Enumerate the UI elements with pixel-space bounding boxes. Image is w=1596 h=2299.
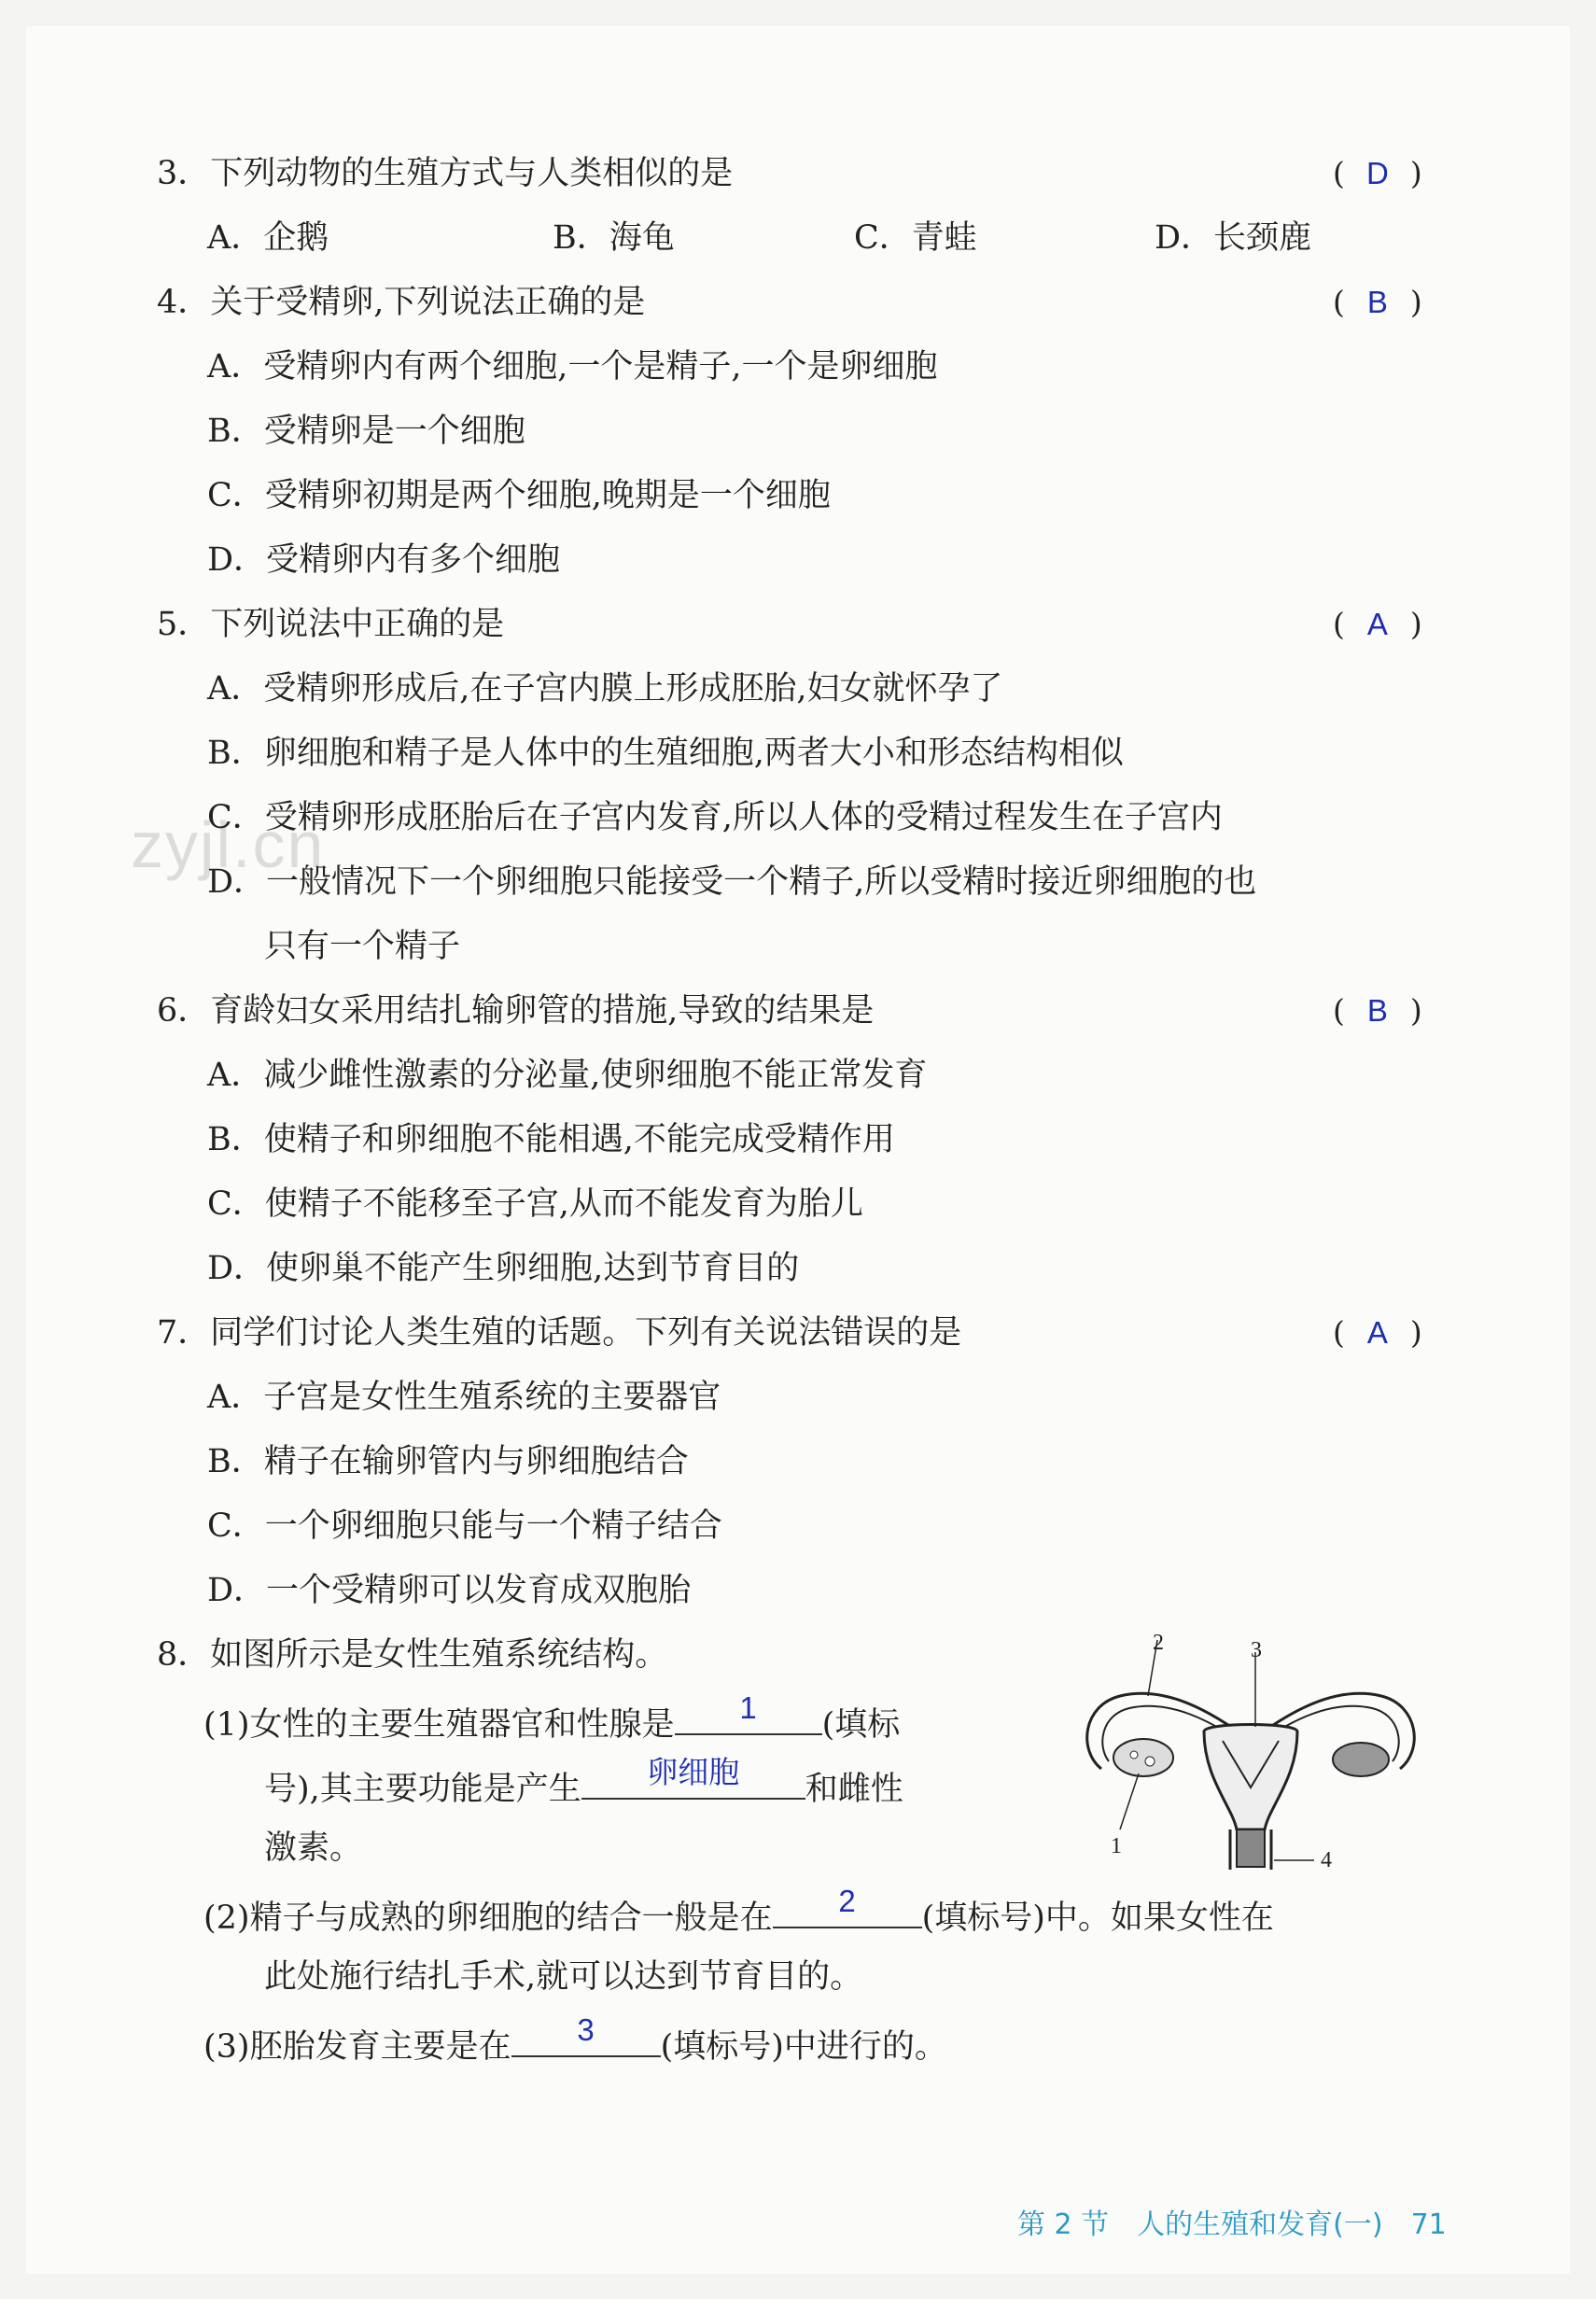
question-3-option-d: D．长颈鹿 <box>1155 219 1312 257</box>
vagina <box>1237 1829 1265 1867</box>
question-8-part-3-line-1: (3)胚胎发育主要是在 3 (填标号)中进行的。 <box>203 2012 947 2066</box>
question-7-option-d: D．一个受精卵可以发育成双胞胎 <box>207 1572 692 1609</box>
question-6-option-a: A．减少雌性激素的分泌量,使卵细胞不能正常发育 <box>207 1057 928 1094</box>
label-1-leader <box>1120 1773 1139 1829</box>
question-8-part-1-blank-2: 卵细胞 <box>581 1760 805 1800</box>
follicle <box>1145 1757 1155 1766</box>
diagram-label-4: 4 <box>1321 1848 1332 1871</box>
question-5-option-b: B．卵细胞和精子是人体中的生殖细胞,两者大小和形态结构相似 <box>207 735 1124 772</box>
question-6-stem: 6．育龄妇女采用结扎输卵管的措施,导致的结果是 <box>157 992 875 1030</box>
question-5-stem: 5．下列说法中正确的是 <box>157 606 505 643</box>
question-7-answer: A <box>1366 1315 1388 1350</box>
question-3-option-b: B．海龟 <box>553 219 675 257</box>
question-6-answer: B <box>1366 993 1388 1028</box>
question-8-part-1-line-2: 号),其主要功能是产生 卵细胞 和雌性 <box>264 1755 903 1808</box>
question-8-part-1-line-1: (1)女性的主要生殖器官和性腺是 1 (填标 <box>203 1690 901 1744</box>
page-number: 71 <box>1410 2208 1447 2241</box>
question-5-option-d: D．一般情况下一个卵细胞只能接受一个精子,所以受精时接近卵细胞的也 <box>207 863 1257 901</box>
question-4-option-d: D．受精卵内有多个细胞 <box>207 541 561 579</box>
question-4-answer: B <box>1366 285 1388 319</box>
diagram-label-3: 3 <box>1251 1638 1262 1662</box>
question-3-option-a: A．企鹅 <box>207 219 329 257</box>
right-ovary <box>1333 1743 1389 1776</box>
follicle <box>1130 1751 1138 1759</box>
question-3-answer-box: ( D ) <box>1333 150 1422 197</box>
question-5-option-c: C．受精卵形成胚胎后在子宫内发育,所以人体的受精过程发生在子宫内 <box>207 799 1223 836</box>
diagram-label-1: 1 <box>1111 1834 1122 1858</box>
question-7-option-c: C．一个卵细胞只能与一个精子结合 <box>207 1507 722 1545</box>
question-8-part-2-blank: 2 <box>773 1889 922 1928</box>
question-3-stem: 3．下列动物的生殖方式与人类相似的是 <box>157 155 734 192</box>
question-6-option-c: C．使精子不能移至子宫,从而不能发育为胎儿 <box>207 1185 863 1223</box>
question-8-part-3-blank: 3 <box>511 2018 661 2057</box>
question-4-option-b: B．受精卵是一个细胞 <box>207 413 525 450</box>
question-7-option-b: B．精子在输卵管内与卵细胞结合 <box>207 1443 689 1480</box>
page-footer <box>1017 2201 1447 2242</box>
question-3-option-c: C．青蛙 <box>854 219 977 257</box>
question-8-part-2-line-2: 此处施行结扎手术,就可以达到节育目的。 <box>264 1958 863 1996</box>
question-3-answer: D <box>1365 156 1389 190</box>
question-7-stem: 7．同学们讨论人类生殖的话题。下列有关说法错误的是 <box>157 1314 962 1352</box>
question-5-option-a: A．受精卵形成后,在子宫内膜上形成胚胎,妇女就怀孕了 <box>207 670 1003 708</box>
question-4-option-a: A．受精卵内有两个细胞,一个是精子,一个是卵细胞 <box>207 348 938 386</box>
question-5-answer-box: ( A ) <box>1333 601 1422 648</box>
question-8-part-1-line-3: 激素。 <box>264 1829 363 1867</box>
question-6-option-b: B．使精子和卵细胞不能相遇,不能完成受精作用 <box>207 1121 895 1158</box>
question-6-option-d: D．使卵巢不能产生卵细胞,达到节育目的 <box>207 1250 800 1287</box>
female-reproductive-system-diagram <box>1064 1629 1437 1871</box>
question-6-answer-box: ( B ) <box>1333 988 1422 1034</box>
footer-section-title: 第 2 节 人的生殖和发育(一) <box>1017 2208 1383 2241</box>
question-7-option-a: A．子宫是女性生殖系统的主要器官 <box>207 1379 721 1416</box>
watermark: zyjl.cn <box>131 808 326 881</box>
question-8-part-1-blank-1: 1 <box>675 1696 822 1735</box>
question-8-part-2-line-1: (2)精子与成熟的卵细胞的结合一般是在 2 (填标号)中。如果女性在 <box>203 1884 1274 1937</box>
left-ovary <box>1113 1739 1173 1776</box>
question-5-answer: A <box>1366 607 1388 641</box>
question-4-stem: 4．关于受精卵,下列说法正确的是 <box>157 284 646 321</box>
question-8-stem: 8．如图所示是女性生殖系统结构。 <box>157 1636 668 1674</box>
diagram-label-2: 2 <box>1153 1631 1164 1655</box>
question-5-option-d-continued: 只有一个精子 <box>264 928 461 965</box>
question-4-answer-box: ( B ) <box>1333 279 1422 326</box>
question-7-answer-box: ( A ) <box>1333 1310 1422 1356</box>
question-4-option-c: C．受精卵初期是两个细胞,晚期是一个细胞 <box>207 477 831 514</box>
uterus <box>1204 1725 1297 1830</box>
